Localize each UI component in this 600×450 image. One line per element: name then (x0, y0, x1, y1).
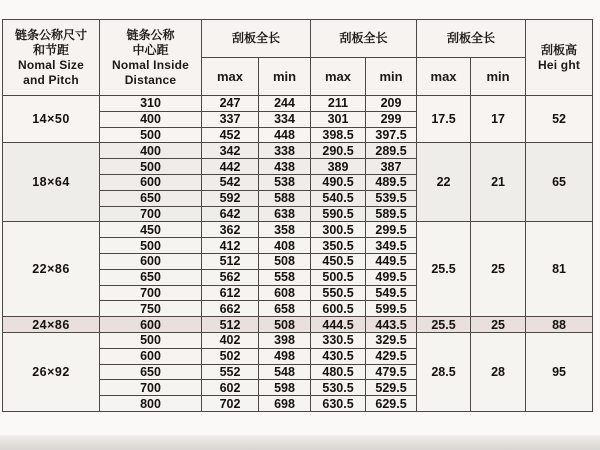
scraper3-min-cell: 25 (471, 222, 526, 317)
distance-col-zh-line2: 中心距 (132, 42, 169, 57)
max-cell: 500.5 (311, 269, 366, 285)
scraper3-min-cell: 21 (471, 143, 526, 222)
spec-table (2, 19, 593, 412)
distance-cell: 650 (100, 269, 202, 285)
max-cell: 211 (311, 96, 366, 112)
header-scraper-group-1 (202, 20, 311, 58)
min-cell: 608 (259, 285, 311, 301)
size-col-en-line2: and Pitch (23, 72, 79, 87)
scraper-group-1-label: 刮板全长 (232, 31, 281, 45)
scraper3-max-cell: 25.5 (417, 317, 471, 333)
min-cell: 489.5 (366, 174, 417, 190)
max-cell: 530.5 (311, 380, 366, 396)
table-row (3, 332, 593, 348)
height-cell: 52 (526, 96, 593, 143)
scraper3-min-cell: 17 (471, 96, 526, 143)
min-cell: 429.5 (366, 348, 417, 364)
max-cell: 247 (202, 96, 259, 112)
table-row (3, 96, 593, 112)
max-cell: 702 (202, 396, 259, 412)
min-cell: 498 (259, 348, 311, 364)
group-14x50 (3, 96, 593, 143)
table-row (3, 143, 593, 159)
min-cell: 244 (259, 96, 311, 112)
min-cell: 448 (259, 127, 311, 143)
max-cell: 444.5 (311, 317, 366, 333)
distance-col-en-line1: Nomal Inside (111, 57, 190, 72)
max-cell: 490.5 (311, 174, 366, 190)
max-cell: 592 (202, 190, 259, 206)
max-cell: 450.5 (311, 253, 366, 269)
scraper3-min-cell: 25 (471, 317, 526, 333)
distance-cell: 600 (100, 317, 202, 333)
header-g2-max: max (311, 58, 366, 96)
size-cell: 14×50 (3, 96, 100, 143)
distance-cell: 450 (100, 222, 202, 238)
scraper-group-3-label: 刮板全长 (447, 31, 496, 45)
min-cell: 299.5 (366, 222, 417, 238)
min-cell: 358 (259, 222, 311, 238)
max-cell: 612 (202, 285, 259, 301)
max-cell: 300.5 (311, 222, 366, 238)
min-cell: 558 (259, 269, 311, 285)
min-cell: 588 (259, 190, 311, 206)
min-cell: 329.5 (366, 332, 417, 348)
min-cell: 438 (259, 159, 311, 175)
min-cell: 398 (259, 332, 311, 348)
max-cell: 290.5 (311, 143, 366, 159)
table-row (3, 222, 593, 238)
scraper3-max-cell: 28.5 (417, 332, 471, 411)
min-cell: 549.5 (366, 285, 417, 301)
header-g1-max: max (202, 58, 259, 96)
distance-cell: 400 (100, 111, 202, 127)
max-cell: 301 (311, 111, 366, 127)
min-cell: 338 (259, 143, 311, 159)
min-cell: 598 (259, 380, 311, 396)
max-cell: 550.5 (311, 285, 366, 301)
distance-cell: 500 (100, 127, 202, 143)
distance-cell: 700 (100, 380, 202, 396)
scraper-group-2-label: 刮板全长 (339, 31, 388, 45)
distance-col-zh-line1: 链条公称 (126, 27, 175, 42)
size-cell: 24×86 (3, 317, 100, 333)
group-24x86 (3, 317, 593, 333)
max-cell: 350.5 (311, 238, 366, 254)
min-cell: 629.5 (366, 396, 417, 412)
min-cell: 529.5 (366, 380, 417, 396)
distance-col-en-line2: Distance (124, 72, 177, 87)
min-cell: 209 (366, 96, 417, 112)
max-cell: 590.5 (311, 206, 366, 222)
distance-cell: 800 (100, 396, 202, 412)
max-cell: 330.5 (311, 332, 366, 348)
max-cell: 542 (202, 174, 259, 190)
min-cell: 387 (366, 159, 417, 175)
min-cell: 499.5 (366, 269, 417, 285)
max-cell: 412 (202, 238, 259, 254)
max-cell: 442 (202, 159, 259, 175)
max-cell: 398.5 (311, 127, 366, 143)
header-scraper-group-2 (311, 20, 417, 58)
max-cell: 562 (202, 269, 259, 285)
height-col-en: Hei ght (538, 57, 581, 72)
min-cell: 658 (259, 301, 311, 317)
size-cell: 26×92 (3, 332, 100, 411)
max-cell: 662 (202, 301, 259, 317)
distance-cell: 600 (100, 174, 202, 190)
max-cell: 452 (202, 127, 259, 143)
scraper3-max-cell: 17.5 (417, 96, 471, 143)
distance-cell: 500 (100, 332, 202, 348)
distance-cell: 700 (100, 285, 202, 301)
min-cell: 443.5 (366, 317, 417, 333)
max-cell: 389 (311, 159, 366, 175)
max-cell: 540.5 (311, 190, 366, 206)
min-cell: 408 (259, 238, 311, 254)
min-cell: 638 (259, 206, 311, 222)
height-col-zh: 刮板高 (541, 42, 578, 57)
min-cell: 599.5 (366, 301, 417, 317)
header-g3-max: max (417, 58, 471, 96)
header-g1-min: min (259, 58, 311, 96)
distance-cell: 400 (100, 143, 202, 159)
max-cell: 502 (202, 348, 259, 364)
max-cell: 337 (202, 111, 259, 127)
min-cell: 479.5 (366, 364, 417, 380)
min-cell: 539.5 (366, 190, 417, 206)
min-cell: 334 (259, 111, 311, 127)
distance-cell: 600 (100, 348, 202, 364)
size-col-zh-line2: 和节距 (32, 42, 69, 57)
scraper3-max-cell: 25.5 (417, 222, 471, 317)
distance-cell: 750 (100, 301, 202, 317)
min-cell: 299 (366, 111, 417, 127)
scraper3-max-cell: 22 (417, 143, 471, 222)
height-cell: 65 (526, 143, 593, 222)
min-cell: 508 (259, 317, 311, 333)
min-cell: 397.5 (366, 127, 417, 143)
max-cell: 430.5 (311, 348, 366, 364)
max-cell: 602 (202, 380, 259, 396)
size-col-zh-line1: 链条公称尺寸 (14, 27, 87, 42)
distance-cell: 600 (100, 253, 202, 269)
distance-cell: 650 (100, 190, 202, 206)
header-height-col (526, 20, 593, 96)
height-cell: 88 (526, 317, 593, 333)
min-cell: 548 (259, 364, 311, 380)
group-22x86 (3, 222, 593, 317)
min-cell: 289.5 (366, 143, 417, 159)
max-cell: 552 (202, 364, 259, 380)
max-cell: 362 (202, 222, 259, 238)
max-cell: 512 (202, 253, 259, 269)
max-cell: 480.5 (311, 364, 366, 380)
distance-cell: 500 (100, 238, 202, 254)
table-row (3, 317, 593, 333)
max-cell: 630.5 (311, 396, 366, 412)
max-cell: 512 (202, 317, 259, 333)
header-g3-min: min (471, 58, 526, 96)
header-group-row (3, 20, 593, 58)
max-cell: 642 (202, 206, 259, 222)
height-cell: 95 (526, 332, 593, 411)
size-cell: 18×64 (3, 143, 100, 222)
group-26x92 (3, 332, 593, 411)
max-cell: 342 (202, 143, 259, 159)
max-cell: 600.5 (311, 301, 366, 317)
size-col-en-line1: Nomal Size (17, 57, 85, 72)
min-cell: 538 (259, 174, 311, 190)
min-cell: 508 (259, 253, 311, 269)
distance-cell: 700 (100, 206, 202, 222)
height-cell: 81 (526, 222, 593, 317)
min-cell: 349.5 (366, 238, 417, 254)
header-g2-min: min (366, 58, 417, 96)
scraper3-min-cell: 28 (471, 332, 526, 411)
group-18x64 (3, 143, 593, 222)
max-cell: 402 (202, 332, 259, 348)
distance-cell: 500 (100, 159, 202, 175)
header-size-col (3, 20, 100, 96)
distance-cell: 650 (100, 364, 202, 380)
min-cell: 589.5 (366, 206, 417, 222)
min-cell: 449.5 (366, 253, 417, 269)
min-cell: 698 (259, 396, 311, 412)
distance-cell: 310 (100, 96, 202, 112)
header-scraper-group-3 (417, 20, 526, 58)
header-distance-col (100, 20, 202, 96)
size-cell: 22×86 (3, 222, 100, 317)
photo-edge-shadow (0, 435, 600, 450)
